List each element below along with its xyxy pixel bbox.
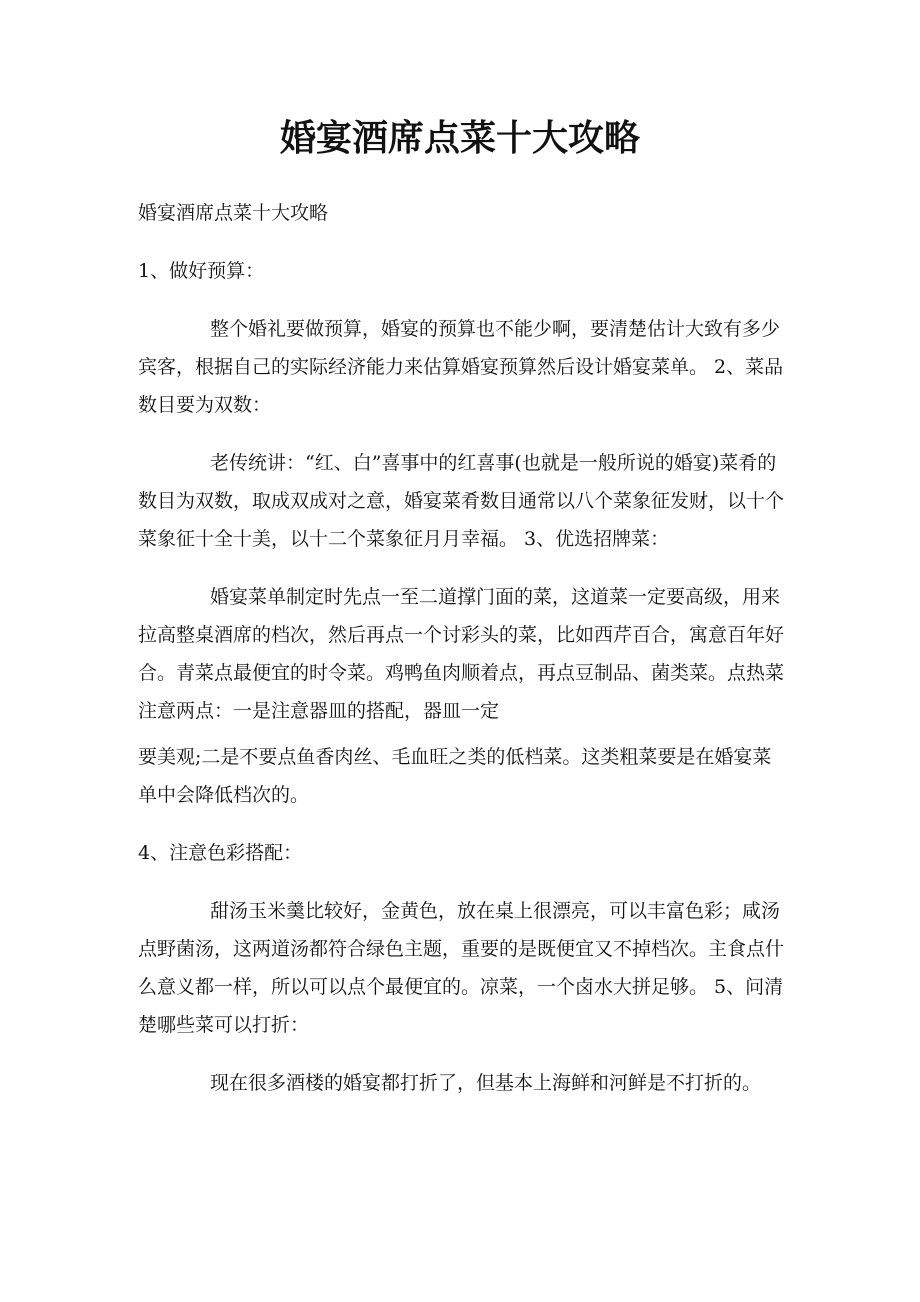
document-title: 婚宴酒席点菜十大攻略	[279, 117, 640, 159]
document-body	[138, 194, 788, 1122]
section-heading-budget: 1、做好预算：	[138, 260, 265, 282]
subtitle-paragraph: 婚宴酒席点菜十大攻略	[138, 202, 329, 224]
paragraph-signature-dishes-continued: 要美观;二是不要点鱼香肉丝、毛血旺之类的低档菜。这类粗菜要是在婚宴菜单中会降低档次的。	[138, 746, 772, 806]
paragraph-discounts: 现在很多酒楼的婚宴都打折了，但基本上海鲜和河鲜是不打折的。	[210, 1072, 762, 1094]
paragraph-signature-dishes: 婚宴菜单制定时先点一至二道撑门面的菜，这道菜一定要高级，用来拉高整桌酒席的档次，然后再点一个讨彩头的菜，比如西芹百合，寓意百年好合。青菜点最便宜的时令菜。鸡鸭鱼肉顺着点，再点豆制品、菌类菜。点热菜注意两点：一是注意器皿的搭配，器皿一定	[138, 586, 785, 722]
paragraph-budget: 整个婚礼要做预算，婚宴的预算也不能少啊，要清楚估计大致有多少宾客，根据自己的实际经济能力来估算婚宴预算然后设计婚宴菜单。 2、菜品数目要为双数：	[138, 318, 784, 416]
section-heading-color: 4、注意色彩搭配：	[138, 842, 303, 864]
paragraph-even-dishes: 老传统讲：“红、白”喜事中的红喜事(也就是一般所说的婚宴)菜肴的数目为双数，取成双成对之意，婚宴菜肴数目通常以八个菜象征发财，以十个菜象征十全十美，以十二个菜象征月月幸福。 3、优选招牌菜：	[138, 452, 785, 550]
paragraph-color: 甜汤玉米羹比较好，金黄色，放在桌上很漂亮，可以丰富色彩；咸汤点野菌汤，这两道汤都符合绿色主题，重要的是既便宜又不掉档次。主食点什么意义都一样，所以可以点个最便宜的。凉菜，一个卤水大拼足够。 5、问清楚哪些菜可以打折：	[138, 900, 785, 1036]
